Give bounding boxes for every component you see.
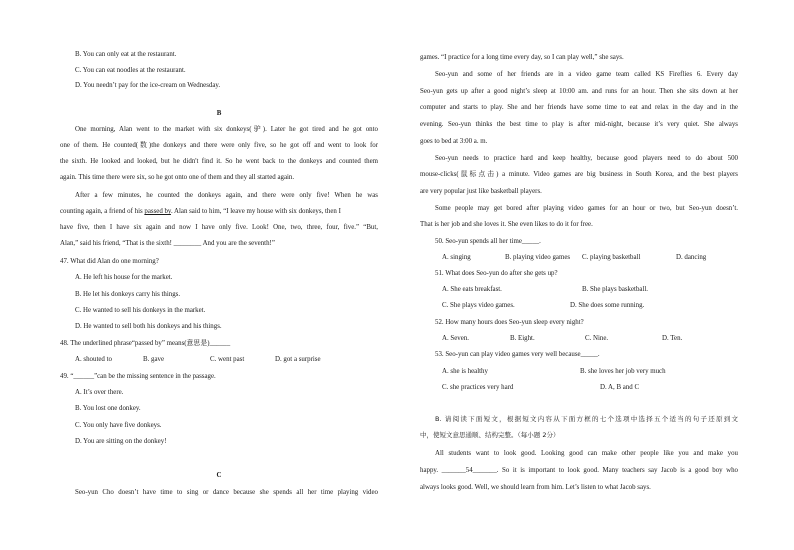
q50-option: D. dancing	[676, 254, 707, 261]
passage-b-line: again. This time there were six, so he got onto one of them and they all started again.	[60, 174, 295, 181]
q51-option: C. She plays video games.	[442, 302, 515, 309]
q52-option: B. Eight.	[510, 335, 535, 342]
passage-c-line: That is her job and she loves it. She even likes to do it for free.	[420, 221, 593, 228]
passage-b-line: the sixth. He looked and looked, but he didn't find it. So he went back to the donkeys and counted them	[60, 158, 378, 165]
underlined-phrase: passed by	[144, 208, 171, 215]
passage-b-line: have five, then I have six again and now I have only five. Look! One, two, three, four, five.” “But,	[60, 224, 378, 231]
passage-c-line: Seo-yun Cho doesn’t have time to sing or dance because she spends all her time playing video	[75, 489, 378, 496]
passage-b-line: Alan,” said his friend, “That is the sixth! ________ And you are the seventh!”	[60, 240, 275, 247]
q49-option: A. It’s over there.	[75, 389, 124, 396]
passage-c-line: Seo-yun and some of her friends are in a video game team called KS Fireflies 6. Every day	[435, 71, 738, 78]
passage-b2-line: always looks good. Well, we should learn from him. Let’s listen to what Jacob says.	[420, 484, 651, 491]
passage-c-line: Seo-yun needs to practice hard and keep healthy, because good players need to do about 500	[435, 155, 738, 162]
q53-option: A. she is healthy	[442, 368, 488, 375]
passage-b-text: . Alan said to him, “I leave my house with six donkeys, then I	[170, 208, 341, 215]
q50-option: A. singing	[442, 254, 471, 261]
q47-option: C. He wanted to sell his donkeys in the market.	[75, 307, 206, 314]
q49-option: B. You lost one donkey.	[75, 405, 141, 412]
passage-b-line: one of them. He counted(数)the donkeys and there were only five, so he got off and went to look for	[60, 142, 378, 149]
q49-option: C. You only have five donkeys.	[75, 422, 162, 429]
q47-option: B. He let his donkeys carry his things.	[75, 291, 181, 298]
passage-b-line: After a few minutes, he counted the donkeys again, and there were only five! When he was	[75, 192, 378, 199]
q47-option: A. He left his house for the market.	[75, 274, 173, 281]
q46-option-d: D. You needn’t pay for the ice-cream on Wednesday.	[75, 82, 221, 89]
section-b2-instructions: B. 请阅读下面短文，根据短文内容从下面方框的七个选项中选择五个适当的句子还原到文	[435, 415, 738, 423]
q52-option: C. Nine.	[585, 335, 609, 342]
q47-option: D. He wanted to sell both his donkeys and his things.	[75, 323, 222, 330]
q46-option-c: C. You can eat noodles at the restaurant.	[75, 67, 186, 74]
passage-b2-line: happy. _______54_______. So it is important to look good. Many teachers say Jacob is a good boy who	[420, 467, 738, 474]
section-c-heading: C	[216, 472, 222, 479]
q51-option: D. She does some running.	[570, 302, 645, 309]
q51-option: B. She plays basketball.	[582, 286, 649, 293]
passage-c-line: are very popular just like basketball players.	[420, 188, 542, 195]
passage-b-line: One morning, Alan went to the market with six donkeys(驴). Later he got tired and he got onto	[75, 126, 378, 133]
passage-b-line	[60, 208, 341, 216]
q48-question: 48. The underlined phrase“passed by” means(意思是)______	[60, 340, 231, 347]
q50-option: B. playing video games	[505, 254, 571, 261]
q48-option: D. got a surprise	[275, 356, 321, 363]
passage-b2-line: All students want to look good. Looking good can make other people like you and make you	[435, 450, 738, 457]
passage-c-line: games. “I practice for a long time every day, so I can play well,” she says.	[420, 54, 624, 61]
q47-question: 47. What did Alan do one morning?	[60, 258, 159, 265]
q53-option: C. she practices very hard	[442, 384, 514, 391]
passage-c-line: Seo-yun gets up after a good night’s sleep at 10:00 am. and runs for an hour. Then she sits down at her	[420, 88, 738, 95]
q52-option: D. Ten.	[662, 335, 683, 342]
passage-c-line: evening. Seo-yun thinks the best time to play is after mid-night, because it’s very quiet. She always	[420, 121, 738, 128]
passage-c-line: computer and starts to play. She and her friends have some time to eat and relax in the day and in the	[420, 104, 738, 111]
section-b-heading: B	[216, 110, 222, 117]
q49-question: 49. “______”can be the missing sentence in the passage.	[60, 373, 216, 380]
q49-option: D. You are sitting on the donkey!	[75, 438, 167, 445]
q51-question: 51. What does Seo-yun do after she gets up?	[435, 270, 558, 277]
passage-b-text: counting again, a friend of his	[60, 208, 145, 215]
q51-option: A. She eats breakfast.	[442, 286, 502, 293]
q50-option: C. playing basketball	[582, 254, 641, 261]
q53-option: B. she loves her job very much	[580, 368, 666, 375]
passage-c-line: mouse-clicks(鼠标点击) a minute. Video games are big business in South Korea, and the best players	[420, 171, 738, 178]
section-b2-instructions: 中，使短文意思通顺、结构完整。（每小题 2分）	[420, 431, 560, 439]
passage-c-line: Some people may get bored after playing video games for an hour or two, but Seo-yun doesn’t.	[435, 205, 738, 212]
q53-option: D. A, B and C	[600, 384, 640, 391]
q46-option-b: B. You can only eat at the restaurant.	[75, 51, 177, 58]
q48-option: B. gave	[143, 356, 165, 363]
passage-c-line: goes to bed at 3:00 a. m.	[420, 138, 488, 145]
q50-question: 50. Seo-yun spends all her time_____.	[435, 238, 541, 245]
q48-option: C. went past	[210, 356, 245, 363]
q52-option: A. Seven.	[442, 335, 469, 342]
q48-option: A. shouted to	[75, 356, 112, 363]
q53-question: 53. Seo-yun can play video games very well because_____.	[435, 351, 600, 358]
q52-question: 52. How many hours does Seo-yun sleep every night?	[435, 319, 584, 326]
